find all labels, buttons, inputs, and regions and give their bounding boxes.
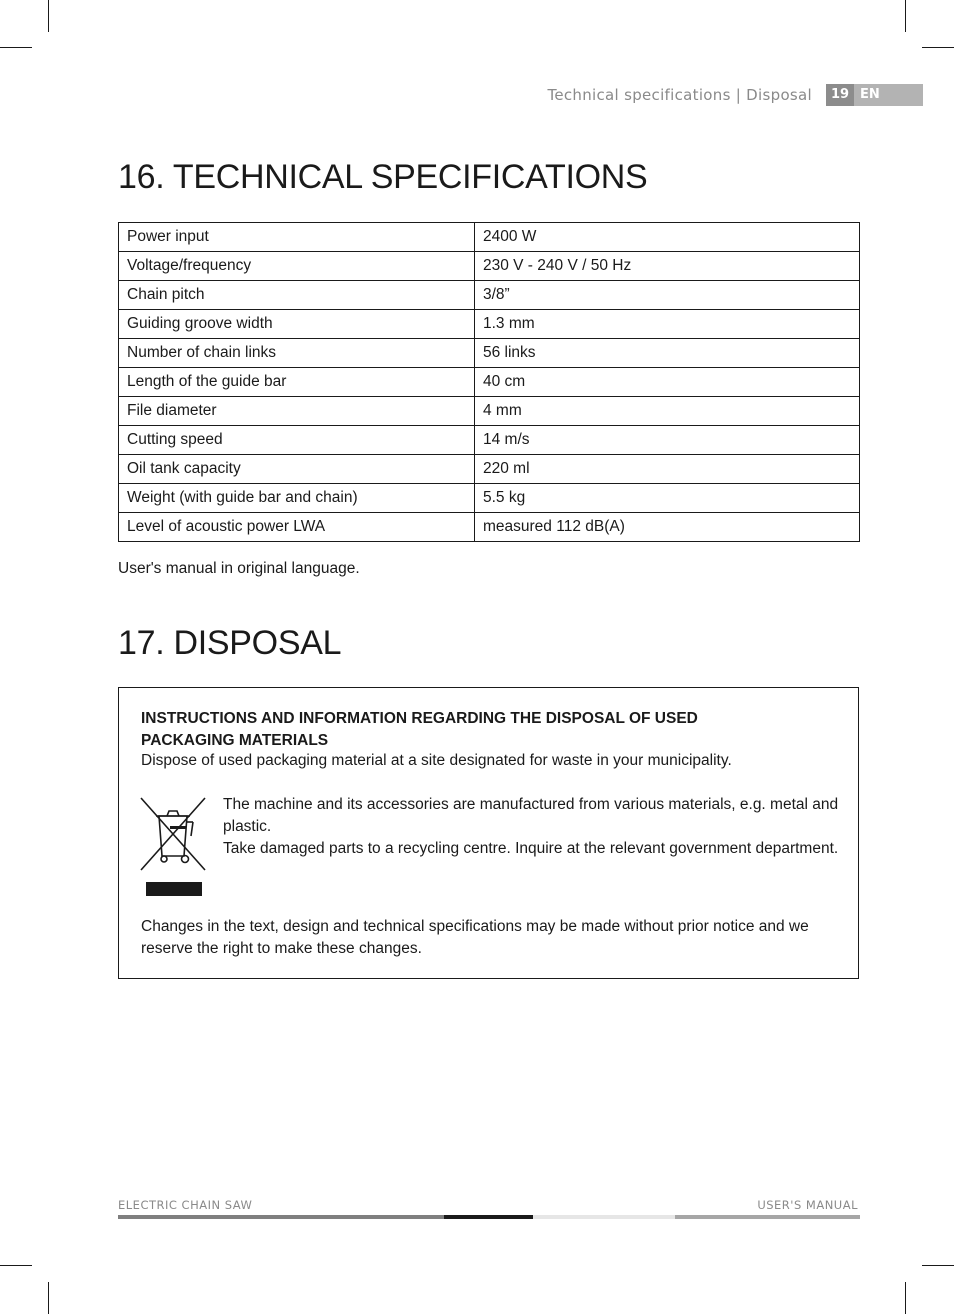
spec-label: Power input <box>119 223 475 252</box>
spec-label: Number of chain links <box>119 339 475 368</box>
spec-label: Weight (with guide bar and chain) <box>119 484 475 513</box>
spec-row <box>119 252 860 281</box>
spec-label: Length of the guide bar <box>119 368 475 397</box>
spec-value: measured 112 dB(A) <box>475 513 860 542</box>
crop-mark <box>905 0 906 32</box>
crop-mark <box>905 1282 906 1314</box>
crop-mark <box>0 1265 32 1266</box>
spec-label: Voltage/frequency <box>119 252 475 281</box>
spec-label: Chain pitch <box>119 281 475 310</box>
original-language-note: User's manual in original language. <box>118 560 360 577</box>
spec-row <box>119 397 860 426</box>
spec-value: 1.3 mm <box>475 310 860 339</box>
language-tag: EN <box>854 84 923 106</box>
footer-document-type: USER'S MANUAL <box>757 1198 858 1212</box>
spec-label: Cutting speed <box>119 426 475 455</box>
disposal-info-box <box>118 687 859 979</box>
crop-mark <box>922 1265 954 1266</box>
crop-mark <box>48 1282 49 1314</box>
spec-label: Guiding groove width <box>119 310 475 339</box>
footer-product-name: ELECTRIC CHAIN SAW <box>118 1198 253 1212</box>
specs-table <box>118 222 860 542</box>
spec-label: File diameter <box>119 397 475 426</box>
spec-value: 3/8” <box>475 281 860 310</box>
spec-value: 56 links <box>475 339 860 368</box>
weee-description <box>223 794 843 860</box>
spec-label: Level of acoustic power LWA <box>119 513 475 542</box>
spec-value: 230 V - 240 V / 50 Hz <box>475 252 860 281</box>
spec-value: 220 ml <box>475 455 860 484</box>
spec-value: 5.5 kg <box>475 484 860 513</box>
crop-mark <box>48 0 49 32</box>
spec-row <box>119 339 860 368</box>
spec-value: 14 m/s <box>475 426 860 455</box>
crop-mark <box>0 47 32 48</box>
packaging-disposal-text: Dispose of used packaging material at a site designated for waste in your municipality. <box>141 752 732 769</box>
page-number: 19 <box>826 84 854 106</box>
spec-value: 4 mm <box>475 397 860 426</box>
spec-row <box>119 368 860 397</box>
spec-row <box>119 281 860 310</box>
spec-value: 40 cm <box>475 368 860 397</box>
footer-bar-segment <box>118 1215 444 1219</box>
running-header: Technical specifications | Disposal <box>547 86 812 104</box>
disposal-heading: 17. DISPOSAL <box>118 624 342 662</box>
spec-value: 2400 W <box>475 223 860 252</box>
changes-disclaimer: Changes in the text, design and technical specifications may be made without prior notice and we reserve the right to make these changes. <box>141 918 809 957</box>
specs-heading: 16. TECHNICAL SPECIFICATIONS <box>118 158 648 196</box>
spec-row <box>119 223 860 252</box>
spec-row <box>119 310 860 339</box>
spec-label: Oil tank capacity <box>119 455 475 484</box>
footer-bar-segment <box>675 1215 860 1219</box>
disposal-box-title: INSTRUCTIONS AND INFORMATION REGARDING THE DISPOSAL OF USED PACKAGING MATERIALS <box>141 710 698 749</box>
spec-row <box>119 455 860 484</box>
footer-bar-segment <box>444 1215 533 1219</box>
spec-row <box>119 426 860 455</box>
crossed-out-wheelie-bin-icon <box>139 796 207 900</box>
spec-row <box>119 513 860 542</box>
crop-mark <box>922 47 954 48</box>
weee-materials-text: The machine and its accessories are manufactured from various materials, e.g. metal and plastic. <box>223 796 839 835</box>
spec-row <box>119 484 860 513</box>
weee-recycling-text: Take damaged parts to a recycling centre. Inquire at the relevant government department. <box>223 840 839 857</box>
footer-bar-segment <box>533 1215 675 1219</box>
